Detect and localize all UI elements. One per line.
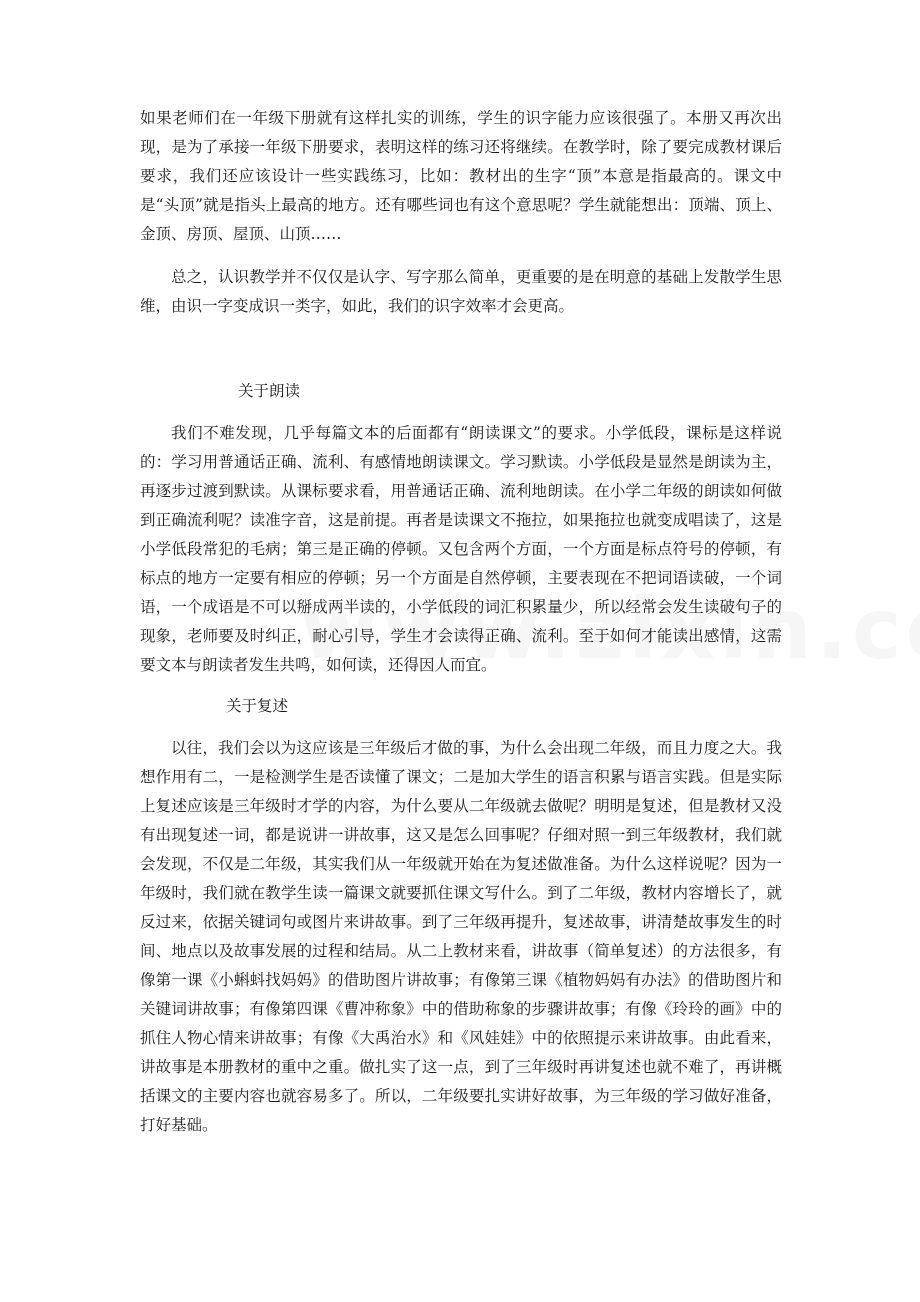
paragraph-literacy-summary: 总之，认识教学并不仅仅是认字、写字那么简单，更重要的是在明意的基础上发散学生思维，由识一字变成识一类字，如此，我们的识字效率才会更高。 bbox=[140, 268, 782, 315]
document-body bbox=[140, 104, 782, 1140]
paragraph-reading: 我们不难发现，几乎每篇文本的后面都有“朗读课文”的要求。小学低段，课标是这样说的：学习用普通话正确、流利、有感情地朗读课文。学习默读。小学低段是显然是朗读为主，再逐步过渡到默读。从课标要求看，用普通话正确、流利地朗读。在小学二年级的朗读如何做到正确流利呢？读准字音，这是前提。再者是读课文不拖拉，如果拖拉也就变成唱读了，这是小学低段常犯的毛病；第三是正确的停顿。又包含两个方面，一个方面是标点符号的停顿，有标点的地方一定要有相应的停顿；另一个方面是自然停顿，主要表现在不把词语读破，一个词语，一个成语是不可以掰成两半读的，小学低段的词汇积累量少，所以经常会发生读破句子的现象，老师要及时纠正，耐心引导，学生才会读得正确、流利。至于如何才能读出感情，这需要文本与朗读者发生共鸣，如何读，还得因人而宜。 bbox=[140, 424, 782, 674]
paragraph-retelling: 以往，我们会以为这应该是三年级后才做的事，为什么会出现二年级，而且力度之大。我想作用有二，一是检测学生是否读懂了课文；二是加大学生的语言积累与语言实践。但是实际上复述应该是三年级时才学的内容，为什么要从二年级就去做呢？明明是复述，但是教材又没有出现复述一词，都是说讲一讲故事，这又是怎么回事呢？仔细对照一到三年级教材，我们就会发现，不仅是二年级，其实我们从一年级就开始在为复述做准备。为什么这样说呢？因为一年级时，我们就在教学生读一篇课文就要抓住课文写什么。到了二年级，教材内容增长了，就反过来，依据关键词句或图片来讲故事。到了三年级再提升，复述故事，讲清楚故事发生的时间、地点以及故事发展的过程和结局。从二上教材来看，讲故事（简单复述）的方法很多，有像第一课《小蝌蚪找妈妈》的借助图片讲故事；有像第三课《植物妈妈有办法》的借助图片和关键词讲故事；有像第四课《曹冲称象》中的借助称象的步骤讲故事；有像《玲玲的画》中的抓住人物心情来讲故事；有像《大禹治水》和《风娃娃》中的依照提示来讲故事。由此看来，讲故事是本册教材的重中之重。做扎实了这一点，到了三年级时再讲复述也就不难了，再讲概括课文的主要内容也就容易多了。所以，二年级要扎实讲好故事，为三年级的学习做好准备，打好基础。 bbox=[140, 739, 782, 1134]
section-heading-retelling: 关于复述 bbox=[226, 697, 289, 715]
section-heading-reading: 关于朗读 bbox=[238, 382, 301, 400]
paragraph-literacy-practice: 如果老师们在一年级下册就有这样扎实的训练，学生的识字能力应该很强了。本册又再次出现，是为了承接一年级下册要求，表明这样的练习还将继续。在教学时，除了要完成教材课后要求，我们还应该设计一些实践练习，比如：教材出的生字“顶”本意是指最高的。课文中是“头顶”就是指头上最高的地方。还有哪些词也有这个意思呢？学生就能想出：顶端、顶上、金顶、房顶、屋顶、山顶…… bbox=[140, 109, 782, 243]
